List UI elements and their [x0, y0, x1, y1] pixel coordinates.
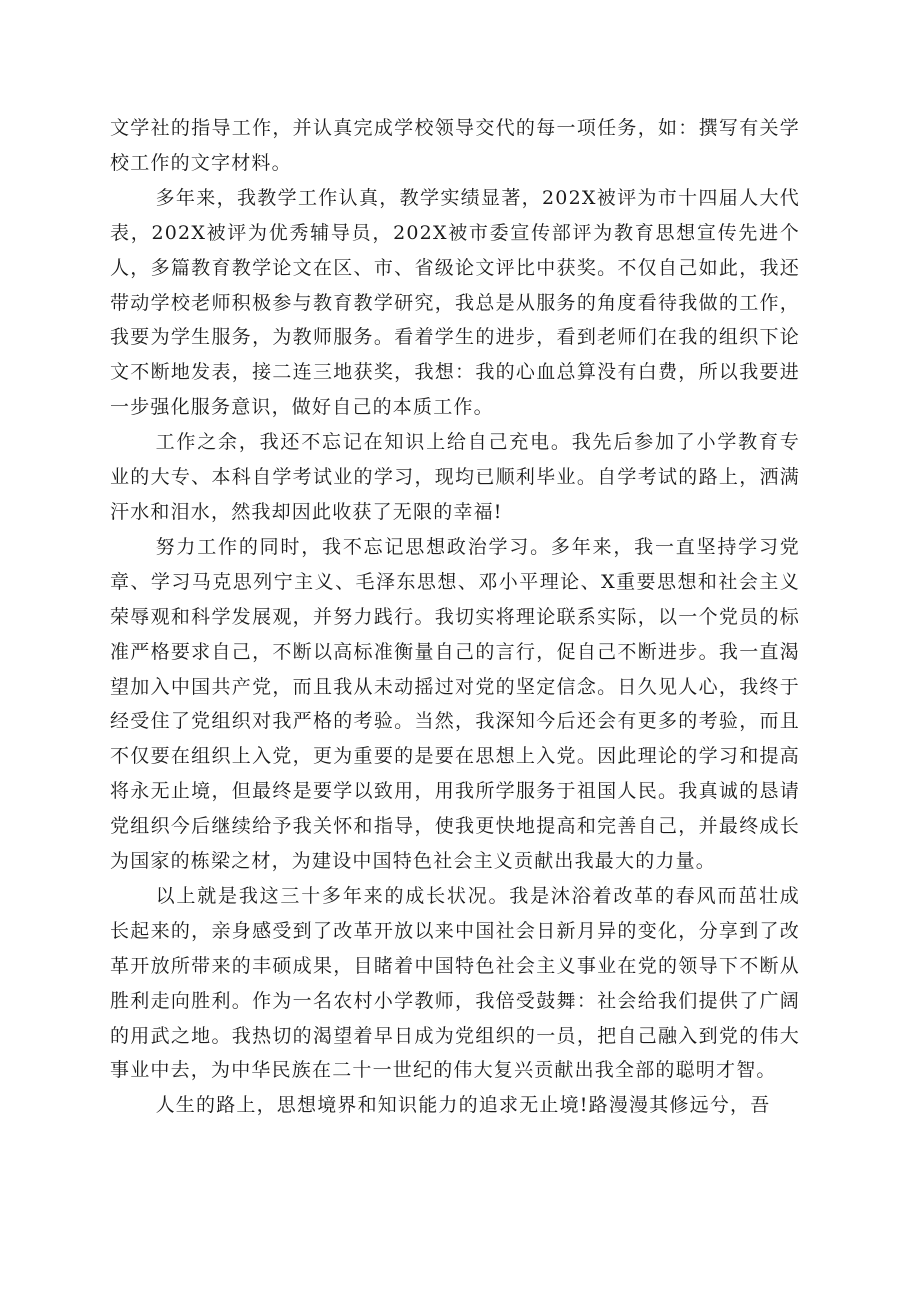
paragraph-literary-club: 文学社的指导工作，并认真完成学校领导交代的每一项任务，如：撰写有关学校工作的文字材料。: [110, 117, 800, 174]
paragraph-teaching-achievements: 多年来，我教学工作认真，教学实绩显著，202X被评为市十四届人大代表，202X被评为优秀辅导员，202X被市委宣传部评为教育思想宣传先进个人，多篇教育教学论文在区、市、省级论文评比中获奖。不仅自己如此，我还带动学校老师积极参与教育教学研究，我总是从服务的角度看待我做的工作，我要为学生服务，为教师服务。看着学生的进步，看到老师们在我的组织下论文不断地发表，接二连三地获奖，我想：我的心血总算没有白费，所以我要进一步强化服务意识，做好自己的本质工作。: [110, 186, 800, 419]
paragraph-growth-summary: 以上就是我这三十多年来的成长状况。我是沐浴着改革的春风而茁壮成长起来的，亲身感受到了改革开放以来中国社会日新月异的变化，分享到了改革开放所带来的丰硕成果，目睹着中国特色社会主义事业在党的领导下不断从胜利走向胜利。作为一名农村小学教师，我倍受鼓舞：社会给我们提供了广阔的用武之地。我热切的渴望着早日成为党组织的一员，把自己融入到党的伟大事业中去，为中华民族在二十一世纪的伟大复兴贡献出我全部的聪明才智。: [110, 884, 800, 1082]
paragraph-life-road: 人生的路上，思想境界和知识能力的追求无止境!路漫漫其修远兮，吾: [155, 1094, 771, 1117]
paragraph-political-study: 努力工作的同时，我不忘记思想政治学习。多年来，我一直坚持学习党章、学习马克思列宁主义、毛泽东思想、邓小平理论、X重要思想和社会主义荣辱观和科学发展观，并努力践行。我切实将理论联系实际，以一个党员的标准严格要求自己，不断以高标准衡量自己的言行，促自己不断进步。我一直渴望加入中国共产党，而且我从未动摇过对党的坚定信念。日久见人心，我终于经受住了党组织对我严格的考验。当然，我深知今后还会有更多的考验，而且不仅要在组织上入党，更为重要的是要在思想上入党。因此理论的学习和提高将永无止境，但最终是要学以致用，用我所学服务于祖国人民。我真诚的恳请党组织今后继续给予我关怀和指导，使我更快地提高和完善自己，并最终成长为国家的栋梁之材，为建设中国特色社会主义贡献出我最大的力量。: [110, 535, 800, 873]
paragraph-self-study: 工作之余，我还不忘记在知识上给自己充电。我先后参加了小学教育专业的大专、本科自学考试业的学习，现均已顺利毕业。自学考试的路上，洒满汗水和泪水，然我却因此收获了无限的幸福!: [110, 431, 800, 523]
document-body: [110, 111, 800, 1123]
